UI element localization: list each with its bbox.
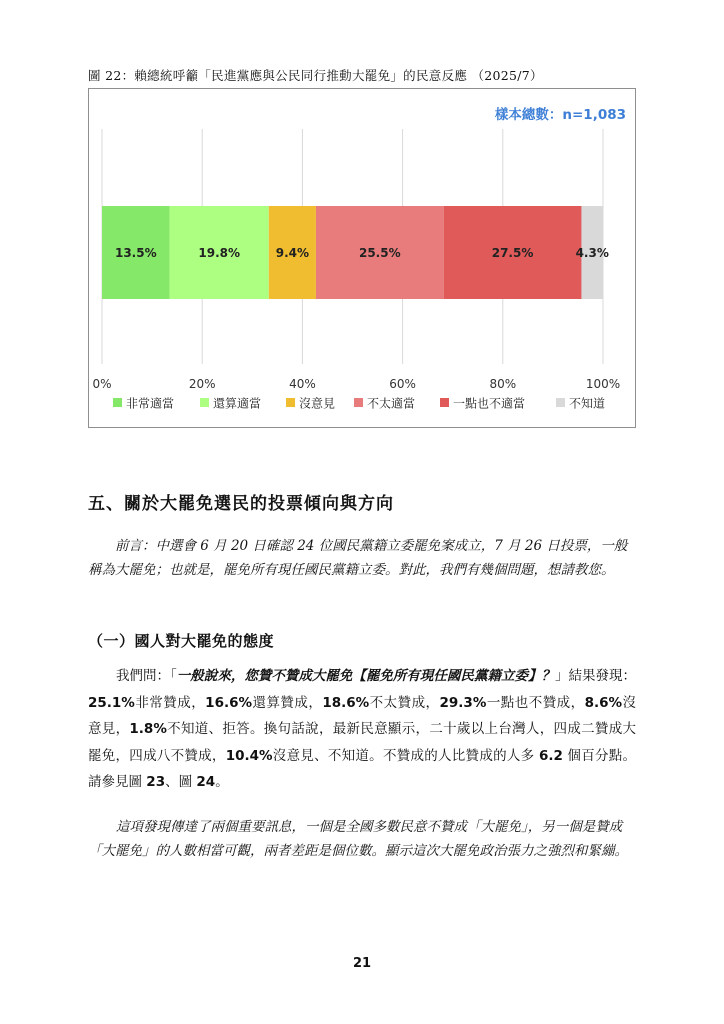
legend-swatch: [556, 398, 565, 407]
subsection-title: （一）國人對大罷免的態度: [88, 632, 275, 650]
data-label: 4.3%: [575, 246, 609, 260]
legend-label: 一點也不適當: [453, 396, 526, 411]
data-label: 25.5%: [358, 246, 401, 260]
x-axis-ticks: [92, 377, 620, 391]
text-run: 」結果發現：: [554, 668, 637, 684]
legend-label: 不太適當: [367, 396, 416, 411]
stacked-bar-chart: [88, 88, 636, 428]
page-number: 21: [352, 956, 372, 971]
legend-label: 沒意見: [299, 396, 336, 411]
stat-value: 29.3%: [439, 694, 487, 711]
text-run: 沒意見，: [88, 694, 637, 737]
stat-value: 8.6%: [584, 694, 623, 711]
legend-swatch: [440, 398, 449, 407]
x-tick-label: 80%: [489, 377, 517, 391]
stat-value: 25.1%: [88, 694, 135, 711]
legend-label: 還算適當: [213, 396, 262, 411]
data-label: 9.4%: [275, 246, 310, 260]
stat-value: 1.8%: [129, 721, 167, 737]
bar-series: [102, 206, 609, 299]
text-run: 沒意見、不知道。不贊成的人比贊成的人多: [272, 747, 539, 764]
data-label: 13.5%: [114, 246, 157, 260]
interpretation-paragraph: [88, 815, 636, 863]
figure-ref: 23: [146, 774, 166, 790]
x-tick-label: 0%: [92, 377, 112, 391]
text-run: 。: [215, 774, 229, 790]
text-run: 不太贊成，: [369, 694, 440, 711]
sample-size-note: 樣本總數：n=1,083: [494, 107, 626, 123]
section-title: 五、關於大罷免選民的投票傾向與方向: [88, 494, 394, 514]
text-run: 我們問：「: [116, 668, 177, 684]
intro-paragraph: [88, 534, 636, 582]
chart-canvas: [89, 89, 635, 427]
text-run: 不知道、拒答。換句話說，最新民意顯示，二十歲以上台灣人，四成二贊成大罷免，四成八不贊成，: [88, 721, 637, 764]
text-run: 個百分點。請參見圖: [88, 747, 637, 790]
stat-value: 18.6%: [322, 694, 370, 711]
interpretation-text: 這項發現傳達了兩個重要訊息，一個是全國多數民意不贊成「大罷免」，另一個是贊成「大罷免」的人數相當可觀，兩者差距是個位數。顯示這次大罷免政治張力之強烈和緊繃。: [88, 819, 628, 859]
findings-text: [88, 663, 636, 796]
figure-caption: 圖 22：賴總統呼籲「民進黨應與公民同行推動大罷免」的民意反應 （2025/7）: [88, 68, 543, 83]
legend-swatch: [200, 398, 209, 407]
stat-value: 6.2: [538, 747, 563, 764]
legend-swatch: [286, 398, 295, 407]
findings-paragraph: [88, 663, 636, 796]
stat-value: 10.4%: [225, 747, 273, 764]
data-label: 27.5%: [491, 246, 534, 260]
legend-swatch: [354, 398, 363, 407]
stat-value: 16.6%: [205, 694, 253, 711]
figure-ref: 24: [196, 774, 216, 790]
intro-text: 前言：中選會 6 月 20 日確認 24 位國民黨籍立委罷免案成立，7 月 26 日投票，一般稱為大罷免；也就是，罷免所有現任國民黨籍立委。對此，我們有幾個問題，想請教您。: [88, 538, 628, 578]
legend-label: 不知道: [569, 396, 606, 411]
x-tick-label: 20%: [188, 377, 216, 391]
survey-question: 一般說來，您贊不贊成大罷免【罷免所有現任國民黨籍立委】？: [176, 668, 555, 684]
text-run: 一點也不贊成，: [486, 694, 585, 711]
text-run: 、圖: [165, 774, 197, 790]
x-tick-label: 100%: [585, 377, 621, 391]
text-run: 非常贊成，: [134, 694, 206, 711]
x-tick-label: 60%: [389, 377, 416, 391]
x-tick-label: 40%: [289, 377, 316, 391]
data-label: 19.8%: [198, 246, 241, 260]
legend-swatch: [113, 398, 122, 407]
text-run: 還算贊成，: [252, 694, 323, 711]
legend-label: 非常適當: [126, 396, 175, 411]
legend: [113, 396, 605, 411]
